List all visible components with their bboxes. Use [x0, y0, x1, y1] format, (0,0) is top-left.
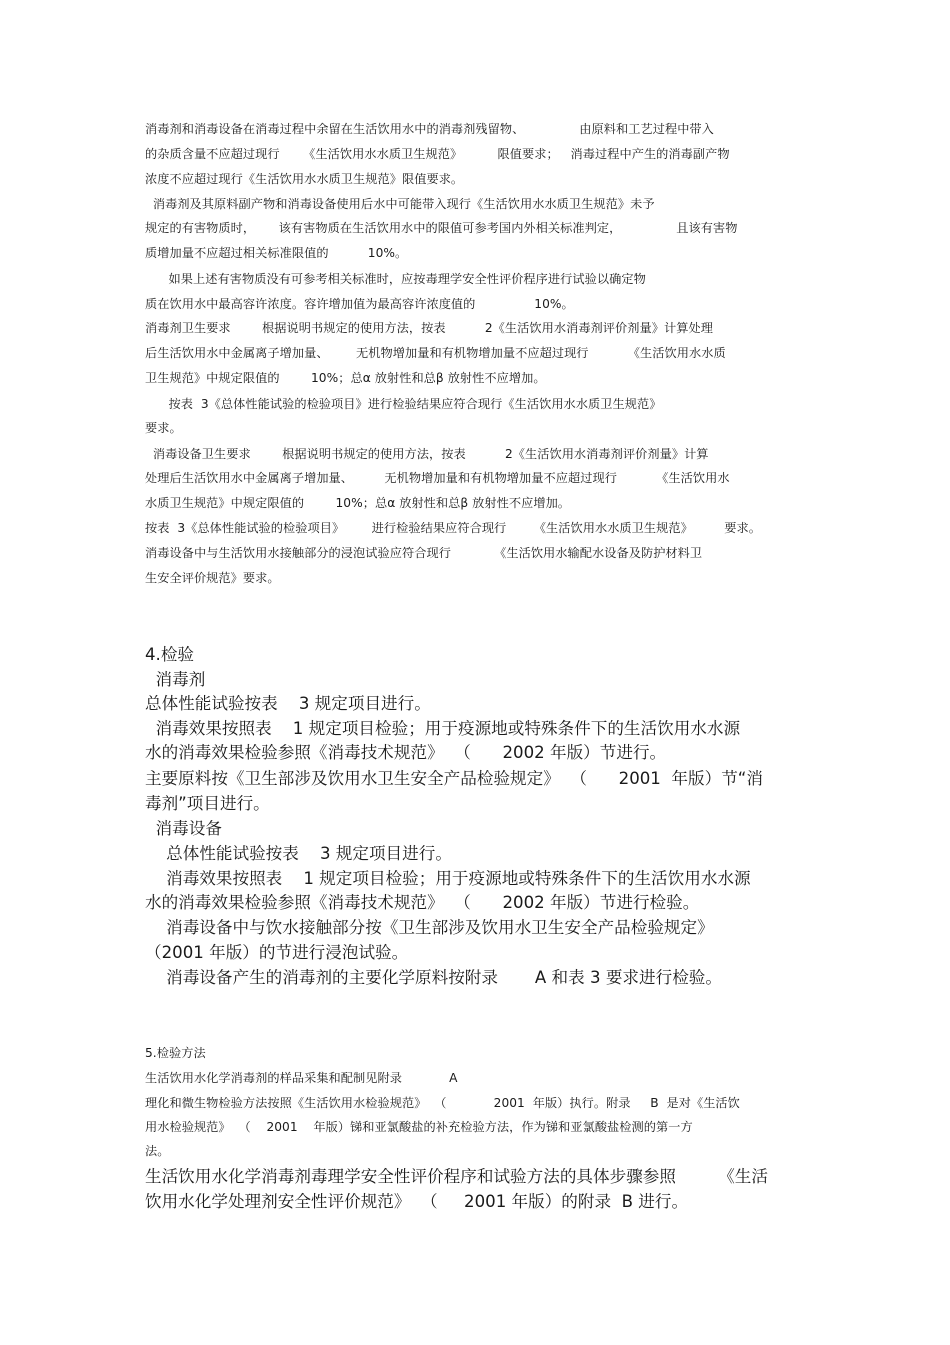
subheading-disinfectant: 消毒剂	[145, 670, 206, 689]
para-no-standard-line-1: 如果上述有害物质没有可参考相关标准时，应按毒理学安全性评价程序进行试验以确定物	[145, 272, 646, 286]
para-4-line-8: 水的消毒效果检验参照《消毒技术规范》 （ 2002 年版）节进行检验。	[145, 893, 700, 912]
para-4-line-11: 消毒设备产生的消毒剂的主要化学原料按附录 A 和表 3 要求进行检验。	[145, 968, 722, 987]
para-soak-line-1: 消毒设备中与生活饮用水接触部分的浸泡试验应符合现行 《生活饮用水输配水设备及防护材料卫	[145, 546, 703, 560]
para-4-line-6: 总体性能试验按表 3 规定项目进行。	[145, 844, 452, 863]
para-4-line-2: 消毒效果按照表 1 规定项目检验；用于疫源地或特殊条件下的生活饮用水水源	[145, 719, 741, 738]
para-soak-line-2: 生安全评价规范》要求。	[145, 571, 280, 585]
para-4-line-5: 毒剂”项目进行。	[145, 794, 270, 813]
para-residue-line-1: 消毒剂和消毒设备在消毒过程中余留在生活饮用水中的消毒剂残留物、 由原料和工艺过程中带入	[145, 122, 714, 136]
para-no-standard-line-2: 质在饮用水中最高容许浓度。容许增加值为最高容许浓度值的 10%。	[145, 297, 574, 311]
para-disinfectant-req-line-1: 消毒剂卫生要求 根据说明书规定的使用方法，按表 2《生活饮用水消毒剂评价剂量》计算处理	[145, 321, 713, 335]
section-4-heading: 4.检验	[145, 645, 195, 664]
para-table3-line-1: 按表 3《总体性能试验的检验项目》进行检验结果应符合现行《生活饮用水水质卫生规范》	[145, 397, 662, 411]
subheading-equipment: 消毒设备	[145, 819, 222, 838]
para-equipment-req-line-1: 消毒设备卫生要求 根据说明书规定的使用方法，按表 2《生活饮用水消毒剂评价剂量》计算	[145, 447, 709, 461]
para-harmful-line-1: 消毒剂及其原料副产物和消毒设备使用后水中可能带入现行《生活饮用水水质卫生规范》未予	[145, 197, 655, 211]
para-residue-line-2: 的杂质含量不应超过现行 《生活饮用水水质卫生规范》 限值要求； 消毒过程中产生的消毒副产物	[145, 147, 730, 161]
para-5-line-1: 生活饮用水化学消毒剂的样品采集和配制见附录 A	[145, 1071, 458, 1085]
para-equipment-table3: 按表 3《总体性能试验的检验项目》 进行检验结果应符合现行 《生活饮用水水质卫生规范》 要求。	[145, 521, 761, 535]
para-harmful-line-3: 质增加量不应超过相关标准限值的 10%。	[145, 246, 408, 260]
para-equipment-req-line-3: 水质卫生规范》中规定限值的 10%；总α 放射性和总β 放射性不应增加。	[145, 496, 571, 510]
para-residue-line-3: 浓度不应超过现行《生活饮用水水质卫生规范》限值要求。	[145, 172, 464, 186]
para-equipment-req-line-2: 处理后生活饮用水中金属离子增加量、 无机物增加量和有机物增加量不应超过现行 《生活饮用水	[145, 471, 730, 485]
para-4-line-7: 消毒效果按照表 1 规定项目检验；用于疫源地或特殊条件下的生活饮用水水源	[145, 869, 751, 888]
para-4-line-10: （2001 年版）的节进行浸泡试验。	[145, 943, 409, 962]
para-5-line-3: 用水检验规范》 （ 2001 年版）锑和亚氯酸盐的补充检验方法，作为锑和亚氯酸盐检测的第一方	[145, 1120, 693, 1134]
para-table3-line-2: 要求。	[145, 421, 182, 435]
section-5-heading: 5.检验方法	[145, 1046, 206, 1060]
para-disinfectant-req-line-3: 卫生规范》中规定限值的 10%；总α 放射性和总β 放射性不应增加。	[145, 371, 546, 385]
para-4-line-4: 主要原料按《卫生部涉及饮用水卫生安全产品检验规定》 （ 2001 年版）节“消	[145, 769, 763, 788]
para-5-line-6: 饮用水化学处理剂安全性评价规范》 （ 2001 年版）的附录 B 进行。	[145, 1192, 689, 1211]
para-5-line-2: 理化和微生物检验方法按照《生活饮用水检验规范》 （ 2001 年版）执行。附录 B 是对《生活饮	[145, 1096, 740, 1110]
para-5-line-5: 生活饮用水化学消毒剂毒理学安全性评价程序和试验方法的具体步骤参照 《生活	[145, 1167, 768, 1186]
para-disinfectant-req-line-2: 后生活饮用水中金属离子增加量、 无机物增加量和有机物增加量不应超过现行 《生活饮用水水质	[145, 346, 726, 360]
para-5-line-4: 法。	[145, 1144, 170, 1158]
para-4-line-9: 消毒设备中与饮水接触部分按《卫生部涉及饮用水卫生安全产品检验规定》	[145, 918, 714, 937]
para-4-line-3: 水的消毒效果检验参照《消毒技术规范》 （ 2002 年版）节进行。	[145, 743, 667, 762]
para-harmful-line-2: 规定的有害物质时， 该有害物质在生活饮用水中的限值可参考国内外相关标准判定， 且该有害物	[145, 221, 738, 235]
para-4-line-1: 总体性能试验按表 3 规定项目进行。	[145, 694, 431, 713]
